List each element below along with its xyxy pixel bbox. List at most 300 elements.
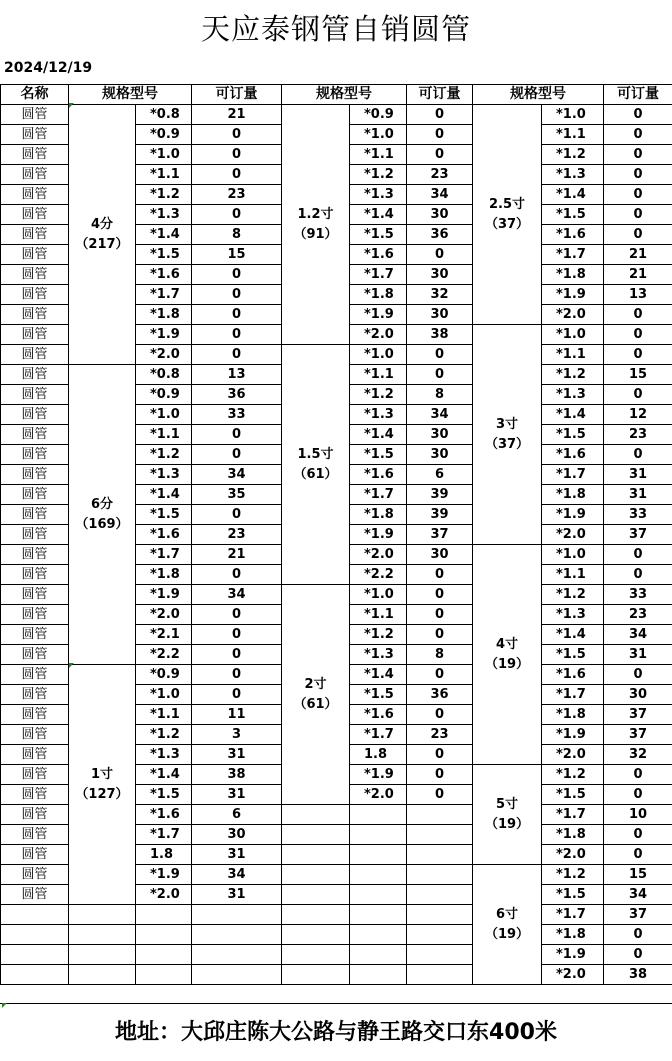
block-2-size-cell: *1.0 xyxy=(350,345,407,365)
block-3-size-cell: *1.9 xyxy=(542,725,604,745)
block-2-qty-cell: 0 xyxy=(407,145,473,165)
block-3-size-cell: *1.9 xyxy=(542,505,604,525)
block-3-size-cell: *1.7 xyxy=(542,805,604,825)
product-name-cell: 圆管 xyxy=(1,485,69,505)
block-1-empty-cell xyxy=(192,925,282,945)
product-name-cell: 圆管 xyxy=(1,625,69,645)
block-2-qty-cell: 0 xyxy=(407,105,473,125)
block-2-empty-cell xyxy=(282,965,350,985)
product-name-cell: 圆管 xyxy=(1,685,69,705)
block-2-empty-cell xyxy=(282,925,350,945)
block-1-empty-cell xyxy=(192,905,282,925)
block-2-qty-cell: 23 xyxy=(407,165,473,185)
block-3-size-cell: *1.2 xyxy=(542,765,604,785)
block-3-qty-cell: 0 xyxy=(604,845,672,865)
product-name-cell: 圆管 xyxy=(1,505,69,525)
block-3-qty-cell: 0 xyxy=(604,225,672,245)
block-2-qty-cell: 39 xyxy=(407,505,473,525)
product-name-cell: 圆管 xyxy=(1,165,69,185)
block-2-qty-cell: 36 xyxy=(407,685,473,705)
block-1-empty-cell xyxy=(136,945,192,965)
block-3-qty-cell: 0 xyxy=(604,385,672,405)
block-1-size-cell: *1.9 xyxy=(136,865,192,885)
block-2-size-cell: *2.0 xyxy=(350,325,407,345)
block-3-qty-cell: 0 xyxy=(604,925,672,945)
block-3-qty-cell: 31 xyxy=(604,485,672,505)
block-2-size-cell: *1.0 xyxy=(350,585,407,605)
block-2-size-cell: *1.5 xyxy=(350,225,407,245)
block-1-empty-cell xyxy=(69,905,136,925)
block-2-size-cell: *1.7 xyxy=(350,265,407,285)
block-1-size-cell: *1.7 xyxy=(136,545,192,565)
block-1-size-cell: *2.0 xyxy=(136,885,192,905)
block-1-qty-cell: 6 xyxy=(192,805,282,825)
block-2-qty-cell: 0 xyxy=(407,565,473,585)
block-1-size-cell: *0.8 xyxy=(136,105,192,125)
product-name-cell: 圆管 xyxy=(1,525,69,545)
block-1-qty-cell: 35 xyxy=(192,485,282,505)
product-name-cell: 圆管 xyxy=(1,325,69,345)
product-name-cell: 圆管 xyxy=(1,745,69,765)
block-2-size-cell: *1.6 xyxy=(350,245,407,265)
block-3-qty-cell: 37 xyxy=(604,905,672,925)
block-3-size-cell: *2.0 xyxy=(542,745,604,765)
block-2-size-cell: *1.0 xyxy=(350,125,407,145)
block-1-size-cell: *1.9 xyxy=(136,325,192,345)
corner-tick-mark xyxy=(69,663,74,668)
block-2-qty-cell: 0 xyxy=(407,665,473,685)
block-2-empty-cell xyxy=(407,865,473,885)
block-2-empty-cell xyxy=(407,805,473,825)
product-name-cell: 圆管 xyxy=(1,145,69,165)
block-2-size-cell: *1.1 xyxy=(350,365,407,385)
block-3-size-cell: *1.5 xyxy=(542,645,604,665)
block-3-qty-cell: 32 xyxy=(604,745,672,765)
block-2-qty-cell: 30 xyxy=(407,545,473,565)
table-row xyxy=(1,905,672,925)
block-1-size-cell: *1.2 xyxy=(136,445,192,465)
block-1-qty-cell: 0 xyxy=(192,145,282,165)
block-2-size-cell: *1.8 xyxy=(350,505,407,525)
block-2-qty-cell: 8 xyxy=(407,385,473,405)
block-2-qty-cell: 30 xyxy=(407,445,473,465)
block-2-size-cell: *1.6 xyxy=(350,705,407,725)
block-3-size-cell: *1.8 xyxy=(542,925,604,945)
block-3-qty-cell: 38 xyxy=(604,965,672,985)
block-3-qty-cell: 0 xyxy=(604,145,672,165)
block-1-group-label: 1寸 （127） xyxy=(69,665,136,905)
block-1-qty-cell: 34 xyxy=(192,585,282,605)
block-3-qty-cell: 0 xyxy=(604,105,672,125)
block-2-qty-cell: 8 xyxy=(407,645,473,665)
block-3-size-cell: *2.0 xyxy=(542,845,604,865)
block-3-size-cell: *1.5 xyxy=(542,205,604,225)
block-3-size-cell: *1.2 xyxy=(542,585,604,605)
block-1-qty-cell: 38 xyxy=(192,765,282,785)
block-1-size-cell: *1.6 xyxy=(136,525,192,545)
block-2-size-cell: *1.1 xyxy=(350,605,407,625)
block-1-size-cell: *1.1 xyxy=(136,165,192,185)
block-1-size-cell: 1.8 xyxy=(136,845,192,865)
block-2-qty-cell: 23 xyxy=(407,725,473,745)
product-name-cell: 圆管 xyxy=(1,245,69,265)
block-3-qty-cell: 0 xyxy=(604,825,672,845)
block-3-size-cell: *1.4 xyxy=(542,405,604,425)
block-2-empty-cell xyxy=(282,805,350,825)
block-2-size-cell: *2.0 xyxy=(350,785,407,805)
block-1-size-cell: *0.9 xyxy=(136,665,192,685)
block-2-size-cell: *1.7 xyxy=(350,725,407,745)
block-1-size-cell: *1.8 xyxy=(136,305,192,325)
block-3-size-cell: *1.1 xyxy=(542,345,604,365)
block-2-empty-cell xyxy=(350,825,407,845)
block-1-size-cell: *1.1 xyxy=(136,425,192,445)
block-2-size-cell: *1.4 xyxy=(350,665,407,685)
block-3-size-cell: *1.5 xyxy=(542,785,604,805)
block-3-qty-cell: 10 xyxy=(604,805,672,825)
header-spec-3: 规格型号 xyxy=(473,85,604,105)
block-3-size-cell: *1.6 xyxy=(542,225,604,245)
block-1-qty-cell: 0 xyxy=(192,305,282,325)
block-3-qty-cell: 0 xyxy=(604,545,672,565)
block-1-size-cell: *1.9 xyxy=(136,585,192,605)
block-3-qty-cell: 23 xyxy=(604,605,672,625)
address-footer: 地址：大邱庄陈大公路与静王路交口东400米 xyxy=(0,1003,672,1061)
block-3-size-cell: *1.4 xyxy=(542,185,604,205)
block-1-qty-cell: 0 xyxy=(192,125,282,145)
block-1-qty-cell: 0 xyxy=(192,505,282,525)
block-3-qty-cell: 0 xyxy=(604,305,672,325)
block-3-qty-cell: 21 xyxy=(604,245,672,265)
block-3-qty-cell: 0 xyxy=(604,945,672,965)
block-1-size-cell: *2.0 xyxy=(136,605,192,625)
block-3-qty-cell: 0 xyxy=(604,565,672,585)
block-2-qty-cell: 0 xyxy=(407,125,473,145)
product-name-cell: 圆管 xyxy=(1,545,69,565)
block-3-size-cell: *1.8 xyxy=(542,825,604,845)
block-1-empty-cell xyxy=(69,965,136,985)
product-name-cell: 圆管 xyxy=(1,265,69,285)
date-label: 2024/12/19 xyxy=(4,60,92,76)
block-1-qty-cell: 0 xyxy=(192,445,282,465)
product-name-cell: 圆管 xyxy=(1,725,69,745)
block-2-qty-cell: 34 xyxy=(407,185,473,205)
block-1-qty-cell: 0 xyxy=(192,165,282,185)
block-1-size-cell: *1.4 xyxy=(136,765,192,785)
header-name: 名称 xyxy=(1,85,69,105)
block-2-qty-cell: 32 xyxy=(407,285,473,305)
block-1-size-cell: *2.2 xyxy=(136,645,192,665)
block-3-qty-cell: 31 xyxy=(604,465,672,485)
block-2-qty-cell: 39 xyxy=(407,485,473,505)
block-2-group-label: 1.5寸 （61） xyxy=(282,345,350,585)
block-2-size-cell: *1.8 xyxy=(350,285,407,305)
block-3-group-label: 3寸 （37） xyxy=(473,325,542,545)
block-1-size-cell: *1.4 xyxy=(136,485,192,505)
product-name-cell: 圆管 xyxy=(1,645,69,665)
block-2-empty-cell xyxy=(282,845,350,865)
block-3-qty-cell: 12 xyxy=(604,405,672,425)
stock-table xyxy=(0,84,672,985)
block-2-qty-cell: 30 xyxy=(407,305,473,325)
block-3-qty-cell: 31 xyxy=(604,645,672,665)
product-name-cell: 圆管 xyxy=(1,125,69,145)
block-1-size-cell: *1.5 xyxy=(136,785,192,805)
block-3-qty-cell: 33 xyxy=(604,505,672,525)
block-2-size-cell: *1.3 xyxy=(350,405,407,425)
product-name-cell xyxy=(1,965,69,985)
product-name-cell: 圆管 xyxy=(1,605,69,625)
block-1-qty-cell: 34 xyxy=(192,465,282,485)
block-2-qty-cell: 30 xyxy=(407,205,473,225)
corner-tick-mark xyxy=(69,103,74,108)
block-1-qty-cell: 0 xyxy=(192,205,282,225)
block-3-size-cell: *1.5 xyxy=(542,885,604,905)
block-2-empty-cell xyxy=(350,885,407,905)
block-2-qty-cell: 0 xyxy=(407,705,473,725)
block-3-qty-cell: 0 xyxy=(604,665,672,685)
block-2-empty-cell xyxy=(350,805,407,825)
product-name-cell: 圆管 xyxy=(1,405,69,425)
product-name-cell: 圆管 xyxy=(1,665,69,685)
product-name-cell: 圆管 xyxy=(1,285,69,305)
product-name-cell: 圆管 xyxy=(1,305,69,325)
block-3-size-cell: *1.2 xyxy=(542,865,604,885)
product-name-cell: 圆管 xyxy=(1,345,69,365)
block-2-empty-cell xyxy=(407,905,473,925)
block-3-qty-cell: 37 xyxy=(604,725,672,745)
block-1-qty-cell: 0 xyxy=(192,605,282,625)
block-2-qty-cell: 0 xyxy=(407,345,473,365)
block-1-qty-cell: 0 xyxy=(192,285,282,305)
block-3-size-cell: *1.3 xyxy=(542,605,604,625)
block-1-qty-cell: 0 xyxy=(192,685,282,705)
block-1-qty-cell: 0 xyxy=(192,645,282,665)
block-1-qty-cell: 3 xyxy=(192,725,282,745)
table-row xyxy=(1,945,672,965)
block-2-size-cell: *2.0 xyxy=(350,545,407,565)
block-1-qty-cell: 11 xyxy=(192,705,282,725)
block-3-size-cell: *1.8 xyxy=(542,705,604,725)
block-1-qty-cell: 15 xyxy=(192,245,282,265)
block-1-size-cell: *1.2 xyxy=(136,185,192,205)
block-3-qty-cell: 0 xyxy=(604,765,672,785)
block-1-qty-cell: 31 xyxy=(192,745,282,765)
block-3-qty-cell: 0 xyxy=(604,185,672,205)
block-3-size-cell: *2.0 xyxy=(542,965,604,985)
block-2-size-cell: 1.8 xyxy=(350,745,407,765)
block-2-qty-cell: 36 xyxy=(407,225,473,245)
block-1-size-cell: *1.8 xyxy=(136,565,192,585)
block-3-group-label: 2.5寸 （37） xyxy=(473,105,542,325)
block-3-qty-cell: 23 xyxy=(604,425,672,445)
block-1-size-cell: *1.1 xyxy=(136,705,192,725)
block-1-size-cell: *1.0 xyxy=(136,405,192,425)
block-1-size-cell: *2.0 xyxy=(136,345,192,365)
block-3-size-cell: *1.0 xyxy=(542,545,604,565)
block-2-size-cell: *1.4 xyxy=(350,205,407,225)
block-2-empty-cell xyxy=(407,825,473,845)
product-name-cell: 圆管 xyxy=(1,185,69,205)
block-1-size-cell: *0.8 xyxy=(136,365,192,385)
block-1-qty-cell: 33 xyxy=(192,405,282,425)
product-name-cell: 圆管 xyxy=(1,565,69,585)
block-3-qty-cell: 0 xyxy=(604,325,672,345)
product-name-cell: 圆管 xyxy=(1,385,69,405)
block-2-size-cell: *1.9 xyxy=(350,765,407,785)
block-3-size-cell: *1.6 xyxy=(542,445,604,465)
block-1-qty-cell: 23 xyxy=(192,525,282,545)
block-3-qty-cell: 33 xyxy=(604,585,672,605)
block-1-size-cell: *0.9 xyxy=(136,125,192,145)
table-row xyxy=(1,965,672,985)
block-1-size-cell: *2.1 xyxy=(136,625,192,645)
block-3-qty-cell: 30 xyxy=(604,685,672,705)
block-1-empty-cell xyxy=(69,945,136,965)
block-2-empty-cell xyxy=(350,925,407,945)
block-3-size-cell: *1.3 xyxy=(542,165,604,185)
block-3-size-cell: *1.8 xyxy=(542,485,604,505)
block-1-size-cell: *1.5 xyxy=(136,505,192,525)
block-1-qty-cell: 13 xyxy=(192,365,282,385)
block-2-size-cell: *1.3 xyxy=(350,645,407,665)
block-1-qty-cell: 31 xyxy=(192,885,282,905)
block-2-empty-cell xyxy=(407,965,473,985)
block-2-qty-cell: 38 xyxy=(407,325,473,345)
block-1-size-cell: *1.0 xyxy=(136,145,192,165)
block-3-qty-cell: 37 xyxy=(604,525,672,545)
block-1-size-cell: *1.3 xyxy=(136,465,192,485)
block-2-size-cell: *1.1 xyxy=(350,145,407,165)
block-2-qty-cell: 0 xyxy=(407,245,473,265)
block-2-size-cell: *1.7 xyxy=(350,485,407,505)
product-name-cell: 圆管 xyxy=(1,845,69,865)
product-name-cell: 圆管 xyxy=(1,705,69,725)
block-1-qty-cell: 8 xyxy=(192,225,282,245)
block-3-size-cell: *2.0 xyxy=(542,305,604,325)
block-3-group-label: 6寸 （19） xyxy=(473,865,542,985)
block-1-qty-cell: 0 xyxy=(192,265,282,285)
block-2-empty-cell xyxy=(407,925,473,945)
block-2-empty-cell xyxy=(350,965,407,985)
product-name-cell: 圆管 xyxy=(1,225,69,245)
block-2-size-cell: *2.2 xyxy=(350,565,407,585)
block-2-empty-cell xyxy=(282,885,350,905)
block-3-qty-cell: 34 xyxy=(604,625,672,645)
block-3-qty-cell: 0 xyxy=(604,345,672,365)
block-3-size-cell: *1.2 xyxy=(542,365,604,385)
block-3-size-cell: *1.3 xyxy=(542,385,604,405)
block-1-qty-cell: 30 xyxy=(192,825,282,845)
block-1-qty-cell: 21 xyxy=(192,545,282,565)
block-1-group-label: 6分 （169） xyxy=(69,365,136,665)
block-1-qty-cell: 0 xyxy=(192,625,282,645)
block-3-group-label: 5寸 （19） xyxy=(473,765,542,865)
block-1-empty-cell xyxy=(192,945,282,965)
table-row xyxy=(1,105,672,125)
block-3-qty-cell: 0 xyxy=(604,165,672,185)
block-1-empty-cell xyxy=(69,925,136,945)
header-qty-3: 可订量 xyxy=(604,85,672,105)
block-2-size-cell: *1.5 xyxy=(350,445,407,465)
table-row xyxy=(1,925,672,945)
product-name-cell xyxy=(1,905,69,925)
product-name-cell: 圆管 xyxy=(1,205,69,225)
block-2-qty-cell: 30 xyxy=(407,425,473,445)
block-3-size-cell: *1.6 xyxy=(542,665,604,685)
block-3-qty-cell: 21 xyxy=(604,265,672,285)
block-2-size-cell: *1.5 xyxy=(350,685,407,705)
product-name-cell: 圆管 xyxy=(1,105,69,125)
block-2-empty-cell xyxy=(282,905,350,925)
block-3-qty-cell: 15 xyxy=(604,865,672,885)
header-qty-2: 可订量 xyxy=(407,85,473,105)
block-3-group-label: 4寸 （19） xyxy=(473,545,542,765)
product-name-cell: 圆管 xyxy=(1,585,69,605)
block-2-size-cell: *1.4 xyxy=(350,425,407,445)
product-name-cell: 圆管 xyxy=(1,425,69,445)
block-2-empty-cell xyxy=(407,945,473,965)
block-2-qty-cell: 0 xyxy=(407,625,473,645)
product-name-cell: 圆管 xyxy=(1,445,69,465)
block-2-qty-cell: 0 xyxy=(407,585,473,605)
block-3-size-cell: *1.1 xyxy=(542,565,604,585)
block-2-group-label: 2寸 （61） xyxy=(282,585,350,805)
block-3-qty-cell: 13 xyxy=(604,285,672,305)
block-2-size-cell: *1.6 xyxy=(350,465,407,485)
block-3-qty-cell: 34 xyxy=(604,885,672,905)
block-2-qty-cell: 0 xyxy=(407,365,473,385)
block-3-size-cell: *1.0 xyxy=(542,105,604,125)
product-name-cell: 圆管 xyxy=(1,765,69,785)
product-name-cell: 圆管 xyxy=(1,865,69,885)
block-1-size-cell: *1.2 xyxy=(136,725,192,745)
block-2-size-cell: *1.2 xyxy=(350,625,407,645)
block-3-size-cell: *1.7 xyxy=(542,245,604,265)
block-1-qty-cell: 0 xyxy=(192,665,282,685)
stock-table-body xyxy=(1,85,672,985)
block-2-empty-cell xyxy=(350,905,407,925)
block-1-size-cell: *1.5 xyxy=(136,245,192,265)
block-1-size-cell: *1.0 xyxy=(136,685,192,705)
block-3-qty-cell: 0 xyxy=(604,125,672,145)
block-1-size-cell: *1.7 xyxy=(136,825,192,845)
block-1-group-label: 4分 （217） xyxy=(69,105,136,365)
block-1-qty-cell: 0 xyxy=(192,325,282,345)
block-3-size-cell: *1.5 xyxy=(542,425,604,445)
block-3-qty-cell: 37 xyxy=(604,705,672,725)
header-qty-1: 可订量 xyxy=(192,85,282,105)
product-name-cell xyxy=(1,925,69,945)
block-3-size-cell: *1.7 xyxy=(542,465,604,485)
block-3-size-cell: *1.7 xyxy=(542,905,604,925)
block-1-qty-cell: 0 xyxy=(192,425,282,445)
block-3-size-cell: *1.1 xyxy=(542,125,604,145)
block-2-qty-cell: 0 xyxy=(407,765,473,785)
block-2-qty-cell: 0 xyxy=(407,605,473,625)
block-1-empty-cell xyxy=(136,925,192,945)
block-2-empty-cell xyxy=(282,865,350,885)
block-3-size-cell: *1.9 xyxy=(542,945,604,965)
page-title: 天应泰钢管自销圆管 xyxy=(0,0,672,56)
corner-tick-mark xyxy=(2,1003,7,1008)
block-3-size-cell: *1.2 xyxy=(542,145,604,165)
block-3-size-cell: *1.0 xyxy=(542,325,604,345)
product-name-cell: 圆管 xyxy=(1,465,69,485)
block-3-size-cell: *1.9 xyxy=(542,285,604,305)
block-1-qty-cell: 0 xyxy=(192,565,282,585)
block-3-qty-cell: 0 xyxy=(604,445,672,465)
